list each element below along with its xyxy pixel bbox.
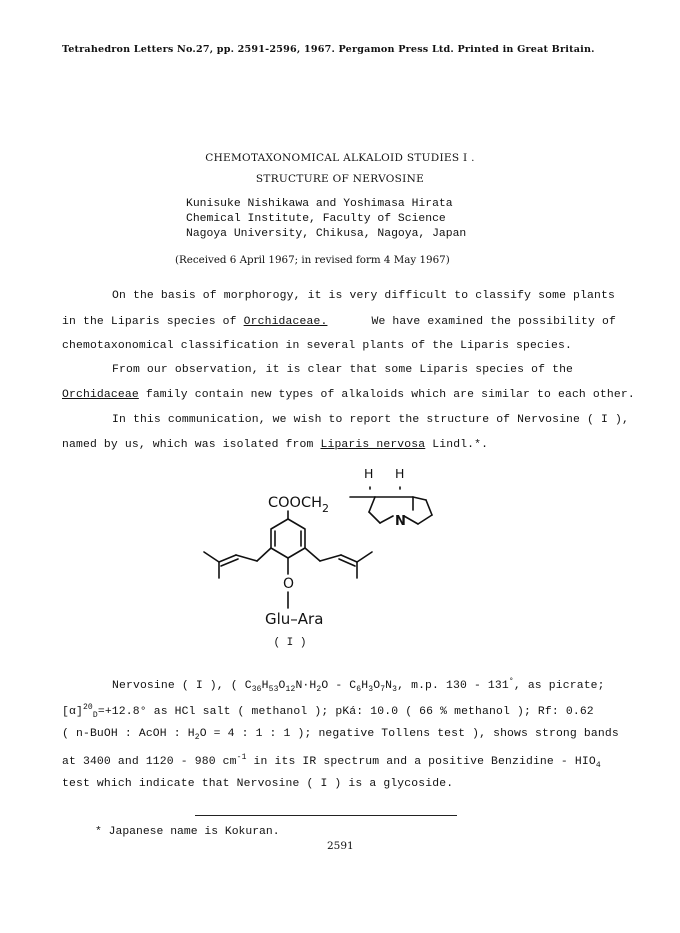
text-span: 7 <box>380 685 386 694</box>
text-span: 2 <box>194 733 200 742</box>
text-span: , m.p. 130 - 131 <box>397 680 509 692</box>
data-line-2 <box>62 703 594 720</box>
text-span: O - C <box>321 680 357 692</box>
ester-group-label <box>268 495 329 515</box>
taxon-orchidaceae: Orchidaceae. <box>243 316 328 328</box>
text-span: D <box>92 711 98 720</box>
text-span: -1 <box>236 753 247 762</box>
taxon-orchidaceae: Orchidaceae <box>62 389 139 401</box>
text-span: =+12.8° as HCl salt ( methanol ); pKá: 10.0 ( 66 % methanol ); Rf: 0.62 <box>97 706 594 718</box>
paper-title: STRUCTURE OF NERVOSINE <box>255 173 425 185</box>
text-span: 6 <box>356 685 362 694</box>
journal-header: Tetrahedron Letters No.27, pp. 2591-2596, 1967. Pergamon Press Ltd. Printed in Great Britain. <box>62 44 595 55</box>
data-line-5: test which indicate that Nervosine ( I ) is a glycoside. <box>62 778 454 790</box>
sugar-chain-label: Glu–Ara <box>265 610 324 628</box>
compound-label: ( I ) <box>273 637 307 649</box>
text-span: H <box>261 680 269 692</box>
para2-line1: From our observation, it is clear that some Liparis species of the <box>112 364 574 376</box>
text-span: 53 <box>268 685 279 694</box>
text-span: N <box>385 680 393 692</box>
text-span: in its IR spectrum and a positive Benzidine - HIO <box>246 756 596 768</box>
para2-line2 <box>62 389 635 401</box>
taxon-liparis-nervosa: Liparis nervosa <box>320 439 426 451</box>
text-span: 2 <box>321 502 329 515</box>
para3-line2 <box>62 439 488 451</box>
text-span: O <box>278 680 286 692</box>
text-span: 3 <box>392 685 398 694</box>
para1-line1: On the basis of morphorogy, it is very difficult to classify some plants <box>112 290 615 302</box>
hydrogen-label-right: H <box>395 466 405 481</box>
text-span: H <box>361 680 369 692</box>
page-number: 2591 <box>327 840 354 852</box>
text-span: ( n-BuOH : AcOH : H <box>62 728 195 740</box>
affiliation-line-2: Nagoya University, Chikusa, Nagoya, Japan <box>186 228 467 240</box>
para1-line2 <box>62 316 616 328</box>
text-span: COOCH <box>268 495 322 511</box>
para1-line3: chemotaxonomical classification in several plants of the Liparis species. <box>62 340 572 352</box>
text-span: in the Liparis species of <box>62 316 244 328</box>
affiliation-line-1: Chemical Institute, Faculty of Science <box>186 213 446 225</box>
text-span: , as picrate; <box>513 680 605 692</box>
para3-line1: In this communication, we wish to report the structure of Nervosine ( I ), <box>112 414 629 426</box>
data-line-3 <box>62 728 619 742</box>
text-span: 36 <box>251 685 262 694</box>
text-span: [α] <box>62 706 83 718</box>
text-span: N·H <box>295 680 317 692</box>
text-span: 12 <box>285 685 296 694</box>
text-span: 3 <box>368 685 374 694</box>
received-dates: (Received 6 April 1967; in revised form 4 May 1967) <box>175 254 450 266</box>
footnote: * Japanese name is Kokuran. <box>95 826 280 838</box>
series-title: CHEMOTAXONOMICAL ALKALOID STUDIES I . <box>205 152 475 164</box>
text-span: Lindl.*. <box>425 439 489 451</box>
text-span: ° <box>508 677 514 686</box>
oxygen-label: O <box>283 576 295 592</box>
footnote-divider <box>195 815 457 816</box>
text-span: at 3400 and 1120 - 980 cm <box>62 756 237 768</box>
nervosine-structure-diagram <box>0 460 680 655</box>
text-span: O = 4 : 1 : 1 ); negative Tollens test ), shows strong bands <box>199 728 619 740</box>
text-span: Nervosine ( I ), ( C <box>112 680 252 692</box>
text-span: 2 <box>316 685 322 694</box>
hydrogen-label-left: H <box>364 466 374 481</box>
text-span: O <box>373 680 381 692</box>
author-names: Kunisuke Nishikawa and Yoshimasa Hirata <box>186 198 453 210</box>
data-line-4 <box>62 753 601 770</box>
text-span: family contain new types of alkaloids which are similar to each other. <box>138 389 635 401</box>
text-span: 4 <box>595 761 601 770</box>
text-span: 20 <box>82 703 93 712</box>
text-span: named by us, which was isolated from <box>62 439 321 451</box>
text-span: We have examined the possibility of <box>371 316 616 328</box>
nitrogen-label: N <box>395 514 406 529</box>
data-line-1 <box>112 677 605 694</box>
